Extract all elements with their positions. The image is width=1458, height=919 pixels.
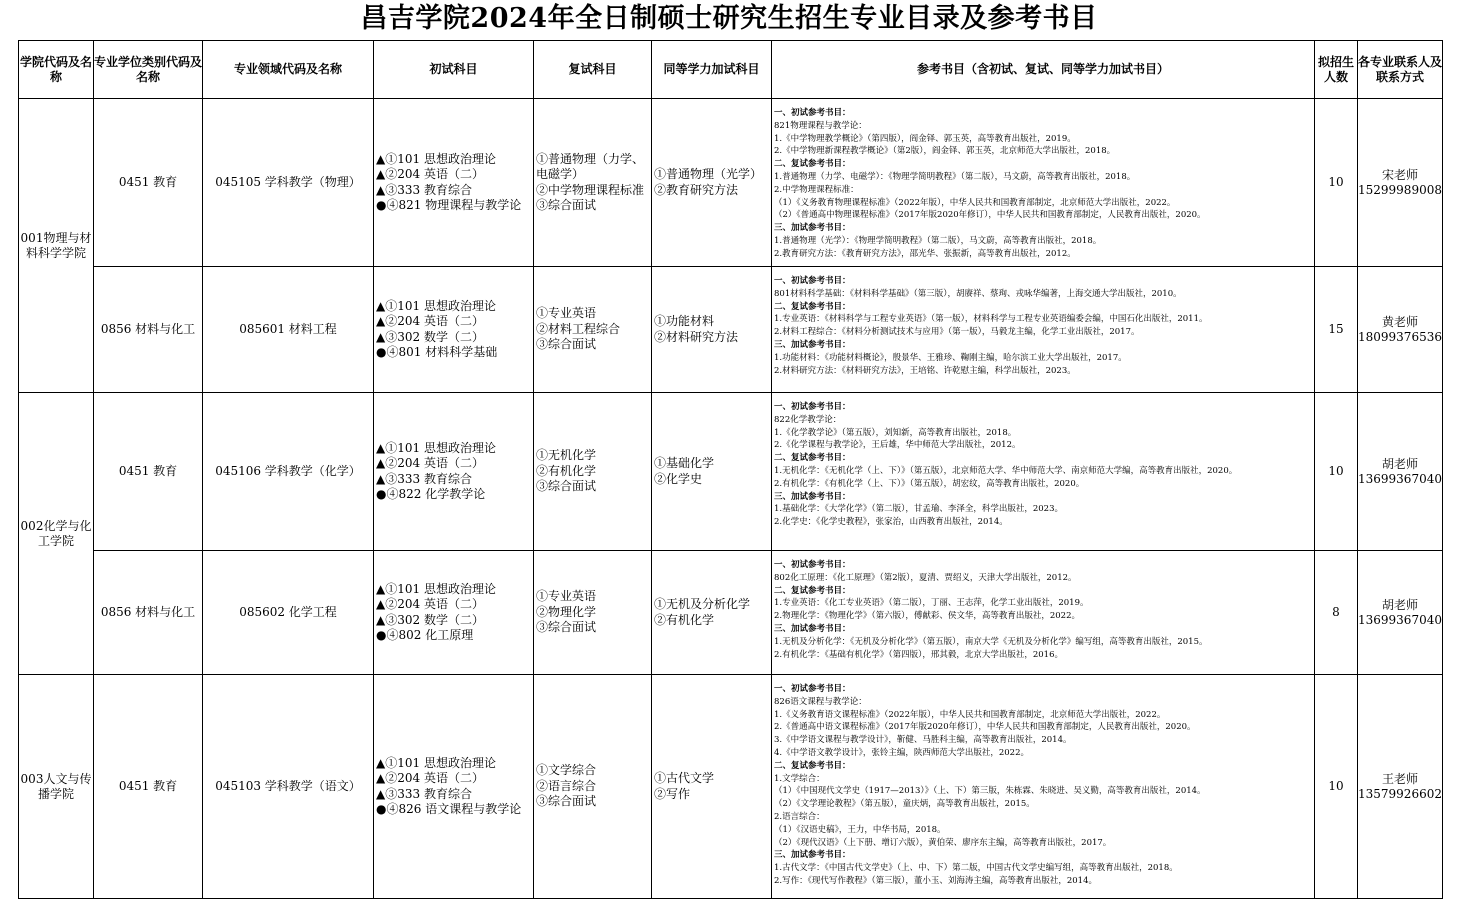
initial-exam-cell: [374, 551, 534, 675]
header-quota: 拟招生人数: [1315, 41, 1358, 99]
retest-subject: ③综合面试: [536, 337, 597, 352]
contact-name: 宋老师: [1381, 167, 1418, 182]
contact-phone: 13699367040: [1358, 612, 1442, 627]
equivalent-exam-subject: ①功能材料: [654, 314, 715, 328]
header-college: 学院代码及名称: [19, 41, 94, 99]
reference-line: 2.材料工程综合：《材料分析测试技术与应用》（第一版），马毅龙主编，化学工业出版社，2017。: [774, 327, 1140, 338]
initial-exam-subject: ▲③333 教育综合: [376, 182, 472, 197]
degree-type: 0451 教育: [94, 393, 203, 551]
reference-section-heading: 三、加试参考书目：: [774, 491, 851, 502]
initial-exam-subject: ▲①101 思想政治理论: [376, 151, 496, 166]
reference-line: 1.《义务教育语文课程标准》（2022年版），中华人民共和国教育部制定，北京师范大学出版社，2022。: [774, 709, 1166, 720]
reference-line: 1.《化学教学论》（第五版），刘知新，高等教育出版社，2018。: [774, 427, 1017, 438]
college-name: 001物理与材料科学学院: [19, 99, 94, 393]
initial-exam-subject: ●④801 材料科学基础: [376, 345, 498, 359]
reference-line: 1.《中学物理教学概论》（第四版），阎金铎、郭玉英，高等教育出版社，2019。: [774, 133, 1076, 144]
table-row: [19, 99, 1443, 267]
retest-subject: ①专业英语: [536, 589, 597, 604]
program-catalog-table: [18, 40, 1443, 899]
reference-section-heading: 一、初试参考书目：: [774, 684, 851, 694]
retest-subject: ②物理化学: [536, 604, 597, 619]
initial-exam-subject: ▲①101 思想政治理论: [376, 581, 496, 596]
quota: 10: [1315, 99, 1358, 267]
retest-subject: ③综合面试: [536, 620, 597, 635]
table-body: [19, 99, 1443, 899]
reference-line: 802化工原理：《化工原理》（第2版），夏清、贾绍义，天津大学出版社，2012。: [774, 572, 1077, 583]
reference-line: 1.普通物理（力学、电磁学）：《物理学简明教程》（第二版），马文蔚，高等教育出版社，2018。: [774, 171, 1136, 182]
reference-line: 4.《中学语文教学设计》，张铃主编，陕西师范大学出版社，2022。: [774, 747, 1029, 758]
college-name: 002化学与化工学院: [19, 393, 94, 675]
initial-exam-subject: ▲①101 思想政治理论: [376, 755, 496, 770]
reference-section-heading: 二、复试参考书目：: [774, 159, 851, 170]
retest-subject: ①专业英语: [536, 306, 597, 321]
reference-line: 2.《中学物理新课程教学概论》（第2版），阎金铎、郭玉英，北京师范大学出版社，2018。: [774, 146, 1116, 157]
degree-type: 0451 教育: [94, 675, 203, 899]
initial-exam-subject: ▲③302 数学（二）: [376, 329, 484, 344]
reference-line: （2）《普通高中物理课程标准》（2017年版2020年修订），中华人民共和国教育部制定，人民教育出版社，2020。: [774, 210, 1206, 221]
reference-line: 2.语言综合：: [774, 811, 825, 822]
initial-exam-cell: [374, 675, 534, 899]
reference-section-heading: 一、初试参考书目：: [774, 276, 851, 286]
contact-cell: [1358, 99, 1443, 267]
reference-line: 1.文学综合：: [774, 773, 825, 784]
equivalent-exam-subject: ②化学史: [654, 471, 703, 486]
retest-subject: ②有机化学: [536, 463, 597, 478]
header-row: [19, 41, 1443, 99]
initial-exam-subject: ●④826 语文课程与教学论: [376, 802, 522, 816]
contact-name: 王老师: [1381, 771, 1418, 786]
retest-subject: ③综合面试: [536, 198, 597, 212]
table-row: [19, 267, 1443, 393]
initial-exam-subject: ▲①101 思想政治理论: [376, 440, 496, 455]
contact-cell: [1358, 267, 1443, 393]
header-initial-exam: 初试科目: [374, 41, 534, 99]
reference-section-heading: 三、加试参考书目：: [774, 223, 851, 234]
initial-exam-subject: ▲①101 思想政治理论: [376, 298, 496, 313]
reference-section-heading: 三、加试参考书目：: [774, 339, 851, 350]
reference-line: 2.中学物理课程标准：: [774, 184, 859, 195]
initial-exam-subject: ●④821 物理课程与教学论: [376, 198, 522, 212]
reference-line: 1.古代文学：《中国古代文学史》（上、中、下）第二版，中国古代文学史编写组，高等教育出版社，2018。: [774, 863, 1178, 874]
retest-subject: ①文学综合: [536, 763, 597, 778]
initial-exam-cell: [374, 99, 534, 267]
contact-phone: 15299989008: [1358, 182, 1442, 197]
references-cell: [772, 393, 1315, 551]
retest-subject: ②中学物理课程标准: [536, 182, 645, 197]
reference-line: （2）《现代汉语》（上下册、增订六版），黄伯荣、廖序东主编，高等教育出版社，2017。: [774, 837, 1112, 848]
references-cell: [772, 551, 1315, 675]
reference-line: 1.无机化学：《无机化学（上、下）》（第五版），北京师范大学、华中师范大学、南京师范大学编，高等教育出版社，2020。: [774, 465, 1238, 476]
equivalent-exam-subject: ②写作: [654, 786, 691, 801]
contact-name: 胡老师: [1381, 456, 1418, 471]
retest-cell: [534, 393, 652, 551]
contact-name: 胡老师: [1381, 597, 1418, 612]
reference-line: （1）《汉语史稿》，王力，中华书局，2018。: [774, 824, 946, 835]
retest-subject: ③综合面试: [536, 794, 597, 809]
retest-subject: ①无机化学: [536, 448, 597, 463]
reference-line: 2.有机化学：《基础有机化学》（第四版），邢其毅，北京大学出版社，2016。: [774, 649, 1063, 660]
initial-exam-subject: ●④822 化学教学论: [376, 487, 486, 501]
retest-subject: ③综合面试: [536, 479, 597, 494]
header-field: 专业领域代码及名称: [203, 41, 374, 99]
reference-line: 1.无机及分析化学：《无机及分析化学》（第五版），南京大学《无机及分析化学》编写组，高等教育出版社，2015。: [774, 636, 1208, 647]
quota: 10: [1315, 675, 1358, 899]
retest-cell: [534, 267, 652, 393]
equivalent-exam-cell: [652, 99, 772, 267]
retest-cell: [534, 675, 652, 899]
header-contact: 各专业联系人及联系方式: [1358, 41, 1443, 99]
reference-section-heading: 一、初试参考书目：: [774, 560, 851, 570]
reference-line: 2.《普通高中语文课程标准》（2017年版2020年修订），中华人民共和国教育部制定，人民教育出版社，2020。: [774, 722, 1196, 733]
reference-line: （1）《义务教育物理课程标准》（2022年版），中华人民共和国教育部制定，北京师范大学出版社，2022。: [774, 197, 1176, 208]
header-references: 参考书目（含初试、复试、同等学力加试书目）: [772, 41, 1315, 99]
equivalent-exam-cell: [652, 267, 772, 393]
reference-line: 1.专业英语：《材料科学与工程专业英语》（第一版），材料科学与工程专业英语编委会编，中国石化出版社，2011。: [774, 314, 1208, 325]
reference-line: 821物理课程与教学论：: [774, 120, 867, 131]
reference-line: 2.材料研究方法：《材料研究方法》，王培铭、许乾慰主编，科学出版社，2023。: [774, 365, 1076, 376]
retest-cell: [534, 99, 652, 267]
quota: 15: [1315, 267, 1358, 393]
table-row: [19, 675, 1443, 899]
equivalent-exam-cell: [652, 393, 772, 551]
equivalent-exam-subject: ①基础化学: [654, 456, 715, 470]
initial-exam-cell: [374, 393, 534, 551]
initial-exam-subject: ▲②204 英语（二）: [376, 771, 484, 785]
reference-section-heading: 二、复试参考书目：: [774, 585, 851, 596]
reference-line: 1.专业英语：《化工专业英语》（第二版），丁丽、王志萍，化学工业出版社，2019。: [774, 598, 1089, 609]
field-name: 045103 学科教学（语文）: [203, 675, 374, 899]
degree-type: 0856 材料与化工: [94, 551, 203, 675]
reference-line: 2.教育研究方法：《教育研究方法》，邵光华、张振新，高等教育出版社，2012。: [774, 248, 1076, 259]
field-name: 045105 学科教学（物理）: [203, 99, 374, 267]
initial-exam-subject: ●④802 化工原理: [376, 628, 474, 642]
reference-line: 822化学教学论：: [774, 414, 842, 425]
equivalent-exam-subject: ①无机及分析化学: [654, 597, 751, 611]
retest-subject: ②语言综合: [536, 778, 597, 793]
reference-line: 826语文课程与教学论：: [774, 696, 867, 707]
references-cell: [772, 675, 1315, 899]
header-degree-type: 专业学位类别代码及名称: [94, 41, 203, 99]
reference-line: 1.普通物理（光学）：《物理学简明教程》（第二版），马文蔚，高等教育出版社，2018。: [774, 235, 1102, 246]
field-name: 085601 材料工程: [203, 267, 374, 393]
initial-exam-subject: ▲③333 教育综合: [376, 786, 472, 801]
equivalent-exam-cell: [652, 675, 772, 899]
reference-line: 801材料科学基础：《材料科学基础》（第三版），胡赓祥、蔡珣、戎咏华编著，上海交通大学出版社，2010。: [774, 288, 1182, 299]
references-cell: [772, 99, 1315, 267]
quota: 8: [1315, 551, 1358, 675]
degree-type: 0856 材料与化工: [94, 267, 203, 393]
reference-line: 1.基础化学：《大学化学》（第二版），甘孟瑜、李泽全，科学出版社，2023。: [774, 504, 1063, 515]
reference-line: 1.功能材料：《功能材料概论》，殷景华、王雅珍、鞠刚主编，哈尔滨工业大学出版社，2017。: [774, 352, 1127, 363]
equivalent-exam-cell: [652, 551, 772, 675]
equivalent-exam-subject: ①古代文学: [654, 771, 715, 785]
contact-phone: 13699367040: [1358, 471, 1442, 486]
reference-line: 2.有机化学：《有机化学（上、下）》（第五版），胡宏纹，高等教育出版社，2020。: [774, 478, 1085, 489]
header-equivalent-exam: 同等学力加试科目: [652, 41, 772, 99]
reference-line: 2.化学史：《化学史教程》，张家治，山西教育出版社，2014。: [774, 517, 1008, 528]
header-retest: 复试科目: [534, 41, 652, 99]
reference-line: 2.《化学课程与教学论》，王后雄，华中师范大学出版社，2012。: [774, 440, 1021, 451]
contact-phone: 13579926602: [1358, 786, 1442, 801]
initial-exam-subject: ▲②204 英语（二）: [376, 314, 484, 328]
references-cell: [772, 267, 1315, 393]
contact-cell: [1358, 393, 1443, 551]
college-name: 003人文与传播学院: [19, 675, 94, 899]
initial-exam-subject: ▲②204 英语（二）: [376, 597, 484, 611]
contact-name: 黄老师: [1381, 314, 1418, 329]
reference-line: （1）《中国现代文学史（1917—2013）》（上、下）第三版，朱栋霖、朱晓进、吴义勤，高等教育出版社，2014。: [774, 786, 1206, 797]
reference-section-heading: 一、初试参考书目：: [774, 402, 851, 412]
reference-section-heading: 三、加试参考书目：: [774, 850, 851, 861]
degree-type: 0451 教育: [94, 99, 203, 267]
quota: 10: [1315, 393, 1358, 551]
initial-exam-subject: ▲②204 英语（二）: [376, 456, 484, 470]
initial-exam-subject: ▲③302 数学（二）: [376, 612, 484, 627]
reference-line: 3.《中学语文课程与教学设计》，靳健、马胜科主编，高等教育出版社，2014。: [774, 735, 1072, 746]
reference-line: 2.物理化学：《物理化学》（第六版），傅献彩、侯文华，高等教育出版社，2022。: [774, 611, 1080, 622]
reference-section-heading: 二、复试参考书目：: [774, 301, 851, 312]
initial-exam-subject: ▲③333 教育综合: [376, 471, 472, 486]
reference-section-heading: 三、加试参考书目：: [774, 623, 851, 634]
equivalent-exam-subject: ①普通物理（光学）: [654, 167, 763, 181]
initial-exam-cell: [374, 267, 534, 393]
reference-line: （2）《文学理论教程》（第五版），童庆炳，高等教育出版社，2015。: [774, 799, 1035, 810]
initial-exam-subject: ▲②204 英语（二）: [376, 167, 484, 181]
contact-cell: [1358, 675, 1443, 899]
table-row: [19, 393, 1443, 551]
reference-line: 2.写作：《现代写作教程》（第三版），董小玉、刘海涛主编，高等教育出版社，2014。: [774, 875, 1097, 886]
retest-cell: [534, 551, 652, 675]
contact-phone: 18099376536: [1358, 329, 1442, 344]
equivalent-exam-subject: ②有机化学: [654, 612, 715, 627]
reference-section-heading: 一、初试参考书目：: [774, 108, 851, 118]
reference-section-heading: 二、复试参考书目：: [774, 760, 851, 771]
table-row: [19, 551, 1443, 675]
contact-cell: [1358, 551, 1443, 675]
retest-subject: ①普通物理（力学、电磁学）: [536, 151, 645, 181]
field-name: 045106 学科教学（化学）: [203, 393, 374, 551]
field-name: 085602 化学工程: [203, 551, 374, 675]
equivalent-exam-subject: ②教育研究方法: [654, 182, 739, 197]
equivalent-exam-subject: ②材料研究方法: [654, 329, 739, 344]
retest-subject: ②材料工程综合: [536, 321, 621, 336]
reference-section-heading: 二、复试参考书目：: [774, 453, 851, 464]
page-title: 昌吉学院2024年全日制硕士研究生招生专业目录及参考书目: [360, 3, 1098, 34]
